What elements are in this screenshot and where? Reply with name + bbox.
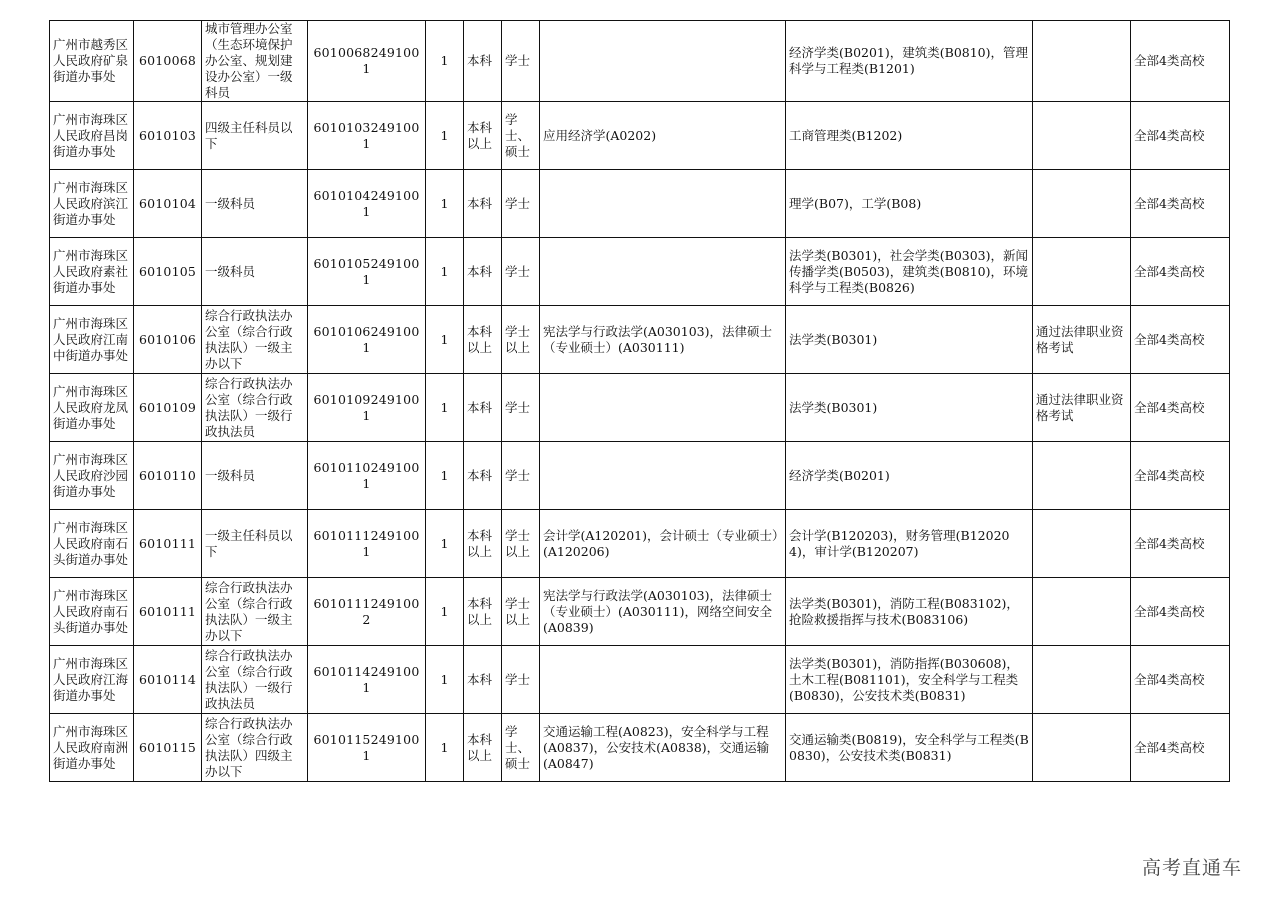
unit-cell: 广州市海珠区人民政府南洲街道办事处 [50, 714, 134, 782]
other-requirements-cell [1033, 646, 1131, 714]
code-cell: 6010105 [134, 238, 202, 306]
graduate-major-cell [540, 442, 786, 510]
position-code-cell: 60101112491002 [308, 578, 426, 646]
count-cell: 1 [426, 102, 464, 170]
code-cell: 6010103 [134, 102, 202, 170]
position-code-cell: 60101142491001 [308, 646, 426, 714]
education-cell: 本科以上 [464, 714, 502, 782]
code-cell: 6010110 [134, 442, 202, 510]
table-row [50, 170, 1230, 238]
degree-cell: 学士 [502, 646, 540, 714]
degree-cell: 学士 [502, 442, 540, 510]
table-row [50, 374, 1230, 442]
source-cell: 全部4类高校 [1131, 21, 1230, 102]
source-cell: 全部4类高校 [1131, 578, 1230, 646]
education-cell: 本科 [464, 646, 502, 714]
graduate-major-cell [540, 238, 786, 306]
position-cell: 一级科员 [202, 442, 308, 510]
unit-cell: 广州市海珠区人民政府昌岗街道办事处 [50, 102, 134, 170]
education-cell: 本科 [464, 442, 502, 510]
graduate-major-cell: 会计学(A120201)，会计硕士（专业硕士）(A120206) [540, 510, 786, 578]
unit-cell: 广州市海珠区人民政府南石头街道办事处 [50, 578, 134, 646]
source-cell: 全部4类高校 [1131, 374, 1230, 442]
position-code-cell: 60100682491001 [308, 21, 426, 102]
undergraduate-major-cell: 法学类(B0301) [786, 374, 1033, 442]
count-cell: 1 [426, 238, 464, 306]
graduate-major-cell: 宪法学与行政法学(A030103)，法律硕士（专业硕士）(A030111) [540, 306, 786, 374]
graduate-major-cell [540, 170, 786, 238]
table-row [50, 714, 1230, 782]
table-row [50, 306, 1230, 374]
graduate-major-cell: 交通运输工程(A0823)，安全科学与工程(A0837)，公安技术(A0838)，交通运输(A0847) [540, 714, 786, 782]
position-code-cell: 60101092491001 [308, 374, 426, 442]
undergraduate-major-cell: 法学类(B0301)，社会学类(B0303)，新闻传播学类(B0503)，建筑类(B0810)，环境科学与工程类(B0826) [786, 238, 1033, 306]
undergraduate-major-cell: 经济学类(B0201)，建筑类(B0810)，管理科学与工程类(B1201) [786, 21, 1033, 102]
source-cell: 全部4类高校 [1131, 102, 1230, 170]
source-cell: 全部4类高校 [1131, 170, 1230, 238]
other-requirements-cell [1033, 102, 1131, 170]
degree-cell: 学士 [502, 21, 540, 102]
education-cell: 本科 [464, 170, 502, 238]
other-requirements-cell [1033, 238, 1131, 306]
table-row [50, 578, 1230, 646]
graduate-major-cell: 宪法学与行政法学(A030103)，法律硕士（专业硕士）(A030111)，网络空间安全(A0839) [540, 578, 786, 646]
undergraduate-major-cell: 交通运输类(B0819)，安全科学与工程类(B0830)，公安技术类(B0831) [786, 714, 1033, 782]
undergraduate-major-cell: 法学类(B0301)，消防指挥(B030608)，土木工程(B081101)，安全科学与工程类(B0830)，公安技术类(B0831) [786, 646, 1033, 714]
position-cell: 一级科员 [202, 238, 308, 306]
source-cell: 全部4类高校 [1131, 510, 1230, 578]
table-row [50, 510, 1230, 578]
other-requirements-cell [1033, 21, 1131, 102]
other-requirements-cell: 通过法律职业资格考试 [1033, 374, 1131, 442]
education-cell: 本科以上 [464, 510, 502, 578]
position-cell: 综合行政执法办公室（综合行政执法队）一级主办以下 [202, 306, 308, 374]
code-cell: 6010115 [134, 714, 202, 782]
code-cell: 6010106 [134, 306, 202, 374]
unit-cell: 广州市海珠区人民政府龙凤街道办事处 [50, 374, 134, 442]
position-cell: 一级科员 [202, 170, 308, 238]
count-cell: 1 [426, 578, 464, 646]
graduate-major-cell [540, 21, 786, 102]
source-cell: 全部4类高校 [1131, 306, 1230, 374]
other-requirements-cell [1033, 714, 1131, 782]
undergraduate-major-cell: 理学(B07)，工学(B08) [786, 170, 1033, 238]
degree-cell: 学士 [502, 170, 540, 238]
table-body [50, 21, 1230, 782]
position-code-cell: 60101062491001 [308, 306, 426, 374]
position-cell: 综合行政执法办公室（综合行政执法队）一级行政执法员 [202, 374, 308, 442]
graduate-major-cell [540, 646, 786, 714]
undergraduate-major-cell: 经济学类(B0201) [786, 442, 1033, 510]
position-cell: 城市管理办公室（生态环境保护办公室、规划建设办公室）一级科员 [202, 21, 308, 102]
code-cell: 6010109 [134, 374, 202, 442]
degree-cell: 学士、硕士 [502, 714, 540, 782]
unit-cell: 广州市海珠区人民政府沙园街道办事处 [50, 442, 134, 510]
unit-cell: 广州市海珠区人民政府素社街道办事处 [50, 238, 134, 306]
table-row [50, 21, 1230, 102]
education-cell: 本科以上 [464, 102, 502, 170]
unit-cell: 广州市海珠区人民政府滨江街道办事处 [50, 170, 134, 238]
count-cell: 1 [426, 170, 464, 238]
education-cell: 本科 [464, 238, 502, 306]
education-cell: 本科 [464, 21, 502, 102]
count-cell: 1 [426, 374, 464, 442]
position-cell: 一级主任科员以下 [202, 510, 308, 578]
undergraduate-major-cell: 法学类(B0301) [786, 306, 1033, 374]
code-cell: 6010111 [134, 510, 202, 578]
table-row [50, 646, 1230, 714]
degree-cell: 学士、硕士 [502, 102, 540, 170]
position-code-cell: 60101052491001 [308, 238, 426, 306]
table-row [50, 238, 1230, 306]
position-cell: 四级主任科员以下 [202, 102, 308, 170]
degree-cell: 学士以上 [502, 306, 540, 374]
degree-cell: 学士以上 [502, 578, 540, 646]
count-cell: 1 [426, 510, 464, 578]
count-cell: 1 [426, 714, 464, 782]
table-row [50, 102, 1230, 170]
other-requirements-cell: 通过法律职业资格考试 [1033, 306, 1131, 374]
degree-cell: 学士以上 [502, 510, 540, 578]
other-requirements-cell [1033, 170, 1131, 238]
degree-cell: 学士 [502, 238, 540, 306]
unit-cell: 广州市海珠区人民政府江南中街道办事处 [50, 306, 134, 374]
position-cell: 综合行政执法办公室（综合行政执法队）一级主办以下 [202, 578, 308, 646]
source-cell: 全部4类高校 [1131, 714, 1230, 782]
graduate-major-cell [540, 374, 786, 442]
undergraduate-major-cell: 法学类(B0301)，消防工程(B083102)，抢险救援指挥与技术(B083106) [786, 578, 1033, 646]
other-requirements-cell [1033, 578, 1131, 646]
source-cell: 全部4类高校 [1131, 238, 1230, 306]
code-cell: 6010104 [134, 170, 202, 238]
unit-cell: 广州市海珠区人民政府南石头街道办事处 [50, 510, 134, 578]
education-cell: 本科 [464, 374, 502, 442]
undergraduate-major-cell: 工商管理类(B1202) [786, 102, 1033, 170]
source-cell: 全部4类高校 [1131, 646, 1230, 714]
count-cell: 1 [426, 306, 464, 374]
position-code-cell: 60101102491001 [308, 442, 426, 510]
other-requirements-cell [1033, 510, 1131, 578]
position-cell: 综合行政执法办公室（综合行政执法队）一级行政执法员 [202, 646, 308, 714]
recruitment-table [49, 20, 1230, 782]
count-cell: 1 [426, 646, 464, 714]
education-cell: 本科以上 [464, 578, 502, 646]
undergraduate-major-cell: 会计学(B120203)，财务管理(B120204)，审计学(B120207) [786, 510, 1033, 578]
position-code-cell: 60101152491001 [308, 714, 426, 782]
education-cell: 本科以上 [464, 306, 502, 374]
unit-cell: 广州市越秀区人民政府矿泉街道办事处 [50, 21, 134, 102]
unit-cell: 广州市海珠区人民政府江海街道办事处 [50, 646, 134, 714]
position-code-cell: 60101032491001 [308, 102, 426, 170]
other-requirements-cell [1033, 442, 1131, 510]
watermark-text: 高考直通车 [1142, 857, 1243, 879]
source-cell: 全部4类高校 [1131, 442, 1230, 510]
code-cell: 6010114 [134, 646, 202, 714]
code-cell: 6010111 [134, 578, 202, 646]
table-row [50, 442, 1230, 510]
count-cell: 1 [426, 21, 464, 102]
code-cell: 6010068 [134, 21, 202, 102]
position-cell: 综合行政执法办公室（综合行政执法队）四级主办以下 [202, 714, 308, 782]
graduate-major-cell: 应用经济学(A0202) [540, 102, 786, 170]
position-code-cell: 60101112491001 [308, 510, 426, 578]
degree-cell: 学士 [502, 374, 540, 442]
count-cell: 1 [426, 442, 464, 510]
position-code-cell: 60101042491001 [308, 170, 426, 238]
